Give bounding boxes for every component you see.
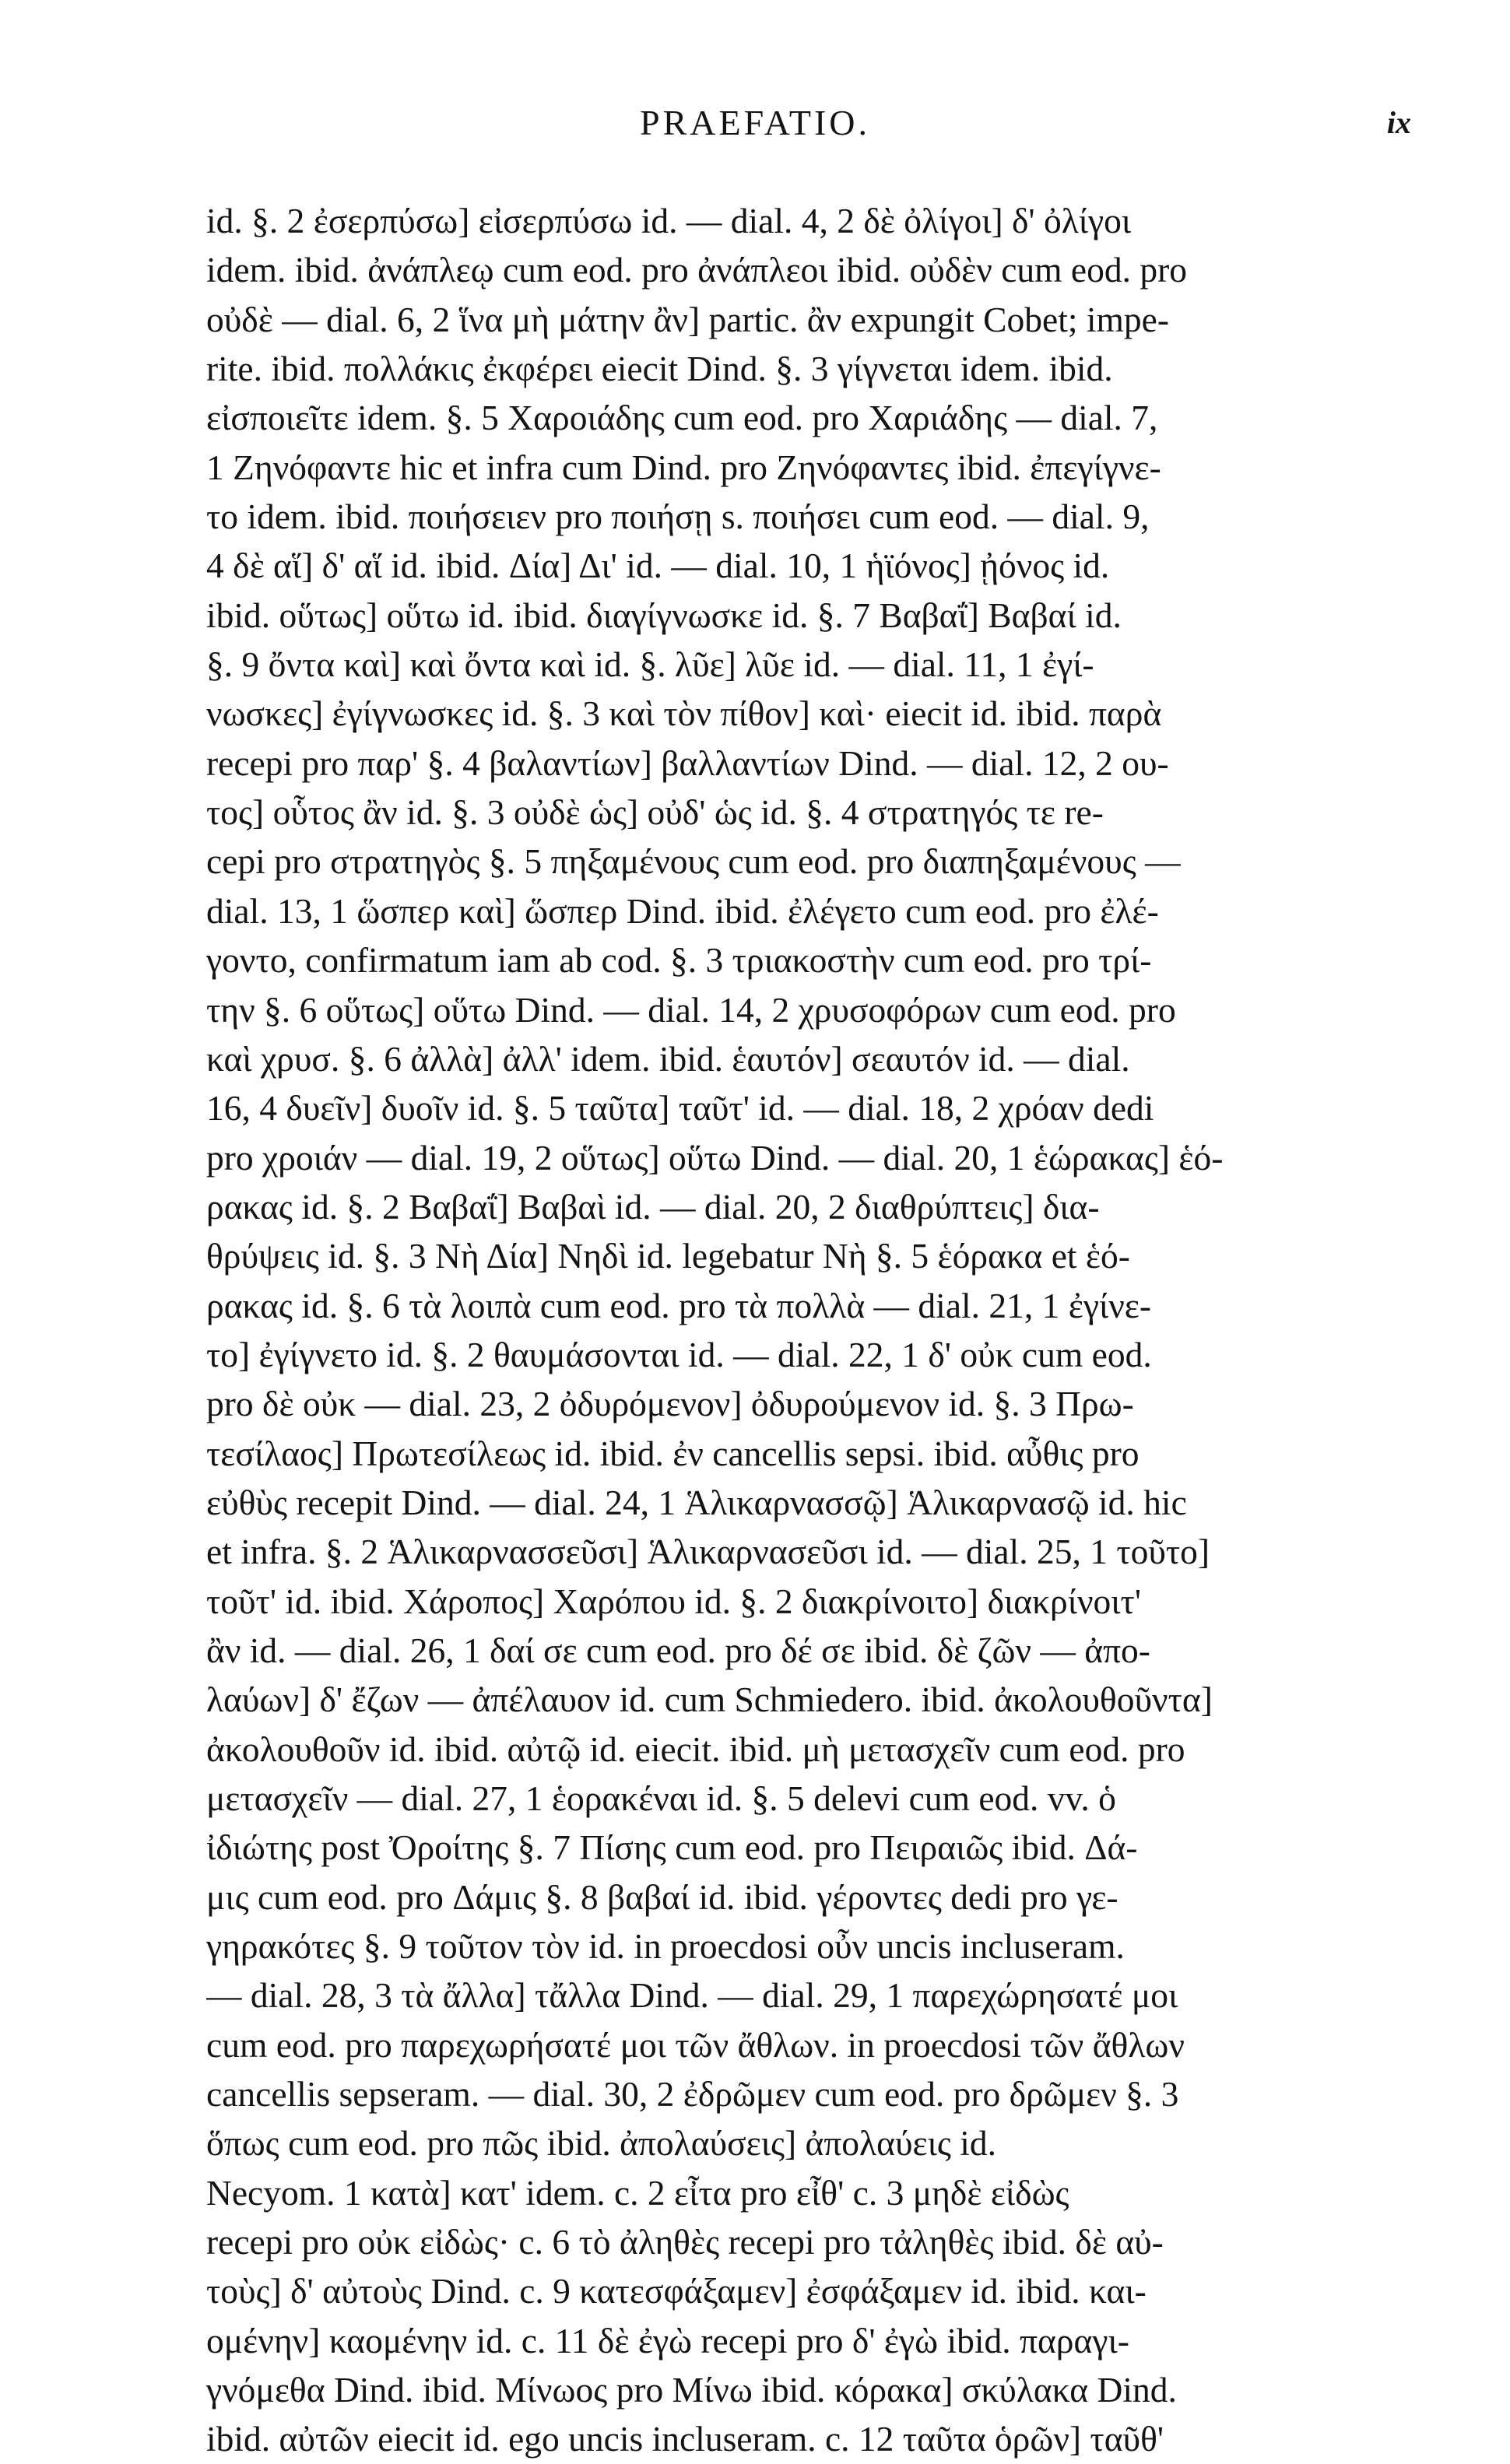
text-line: το idem. ibid. ποιήσειεν pro ποιήσῃ s. ποιήσει cum eod. — dial. 9, xyxy=(206,497,1150,537)
text-line: το] ἐγίγνετο id. §. 2 θαυμάσονται id. — dial. 22, 1 δ' οὐκ cum eod. xyxy=(206,1334,1152,1374)
text-line: τεσίλαος] Πρωτεσίλεως id. ibid. ἐν cancellis sepsi. ibid. αὖθις pro xyxy=(206,1433,1140,1473)
text-line: ἀκολουθοῦν id. ibid. αὐτῷ id. eiecit. ibid. μὴ μετασχεῖν cum eod. pro xyxy=(206,1729,1185,1769)
text-line: γνόμεθα Dind. ibid. Μίνωος pro Μίνω ibid. κόρακα] σκύλακα Dind. xyxy=(206,2370,1177,2410)
text-line: cum eod. pro παρεχωρήσατέ μοι τῶν ἄθλων. in proecdosi τῶν ἄθλων xyxy=(206,2024,1185,2065)
text-line: recepi pro παρ' §. 4 βαλαντίων] βαλλαντίων Dind. — dial. 12, 2 ου- xyxy=(206,742,1169,783)
text-line: ibid. οὕτως] οὕτω id. ibid. διαγίγνωσκε id. §. 7 Βαβαΐ] Βαβαί id. xyxy=(206,595,1122,635)
text-line: τοὺς] δ' αὐτοὺς Dind. c. 9 κατεσφάξαμεν] ἐσφάξαμεν id. ibid. και- xyxy=(206,2271,1147,2311)
text-line: ομένην] καομένην id. c. 11 δὲ ἐγὼ recepi pro δ' ἐγὼ ibid. παραγι- xyxy=(206,2320,1129,2360)
text-line: 4 δὲ αἵ] δ' αἵ id. ibid. Δία] Δι' id. — dial. 10, 1 ἡϊόνος] ᾐόνος id. xyxy=(206,546,1110,586)
text-line: — dial. 28, 3 τὰ ἄλλα] τἄλλα Dind. — dial. 29, 1 παρεχώρησατέ μοι xyxy=(206,1975,1178,2016)
text-line: id. §. 2 ἐσερπύσω] εἰσερπύσω id. — dial. 4, 2 δὲ ὀλίγοι] δ' ὀλίγοι xyxy=(206,201,1132,240)
text-line: εὐθὺς recepit Dind. — dial. 24, 1 Ἁλικαρνασσῷ] Ἁλικαρνασῷ id. hic xyxy=(206,1482,1187,1522)
text-line: οὐδὲ — dial. 6, 2 ἵνα μὴ μάτην ἂν] partic. ἂν expungit Cobet; impe- xyxy=(206,299,1170,339)
text-line: dial. 13, 1 ὥσπερ καὶ] ὥσπερ Dind. ibid. ἐλέγετο cum eod. pro ἐλέ- xyxy=(206,890,1159,931)
text-line: ρακας id. §. 6 τὰ λοιπὰ cum eod. pro τὰ πολλὰ — dial. 21, 1 ἐγίνε- xyxy=(206,1285,1152,1325)
text-line: pro δὲ οὐκ — dial. 23, 2 ὀδυρόμενον] ὀδυρούμενον id. §. 3 Πρω- xyxy=(206,1384,1134,1424)
text-line: §. 9 ὄντα καὶ] καὶ ὄντα καὶ id. §. λῦε] λῦε id. — dial. 11, 1 ἐγί- xyxy=(206,644,1094,685)
text-line: λαύων] δ' ἔζων — ἀπέλαυον id. cum Schmiedero. ibid. ἀκολουθοῦντα] xyxy=(206,1680,1213,1720)
text-line: cepi pro στρατηγὸς §. 5 πηξαμένους cum eod. pro διαπηξαμένους — xyxy=(206,841,1181,882)
text-line: μετασχεῖν — dial. 27, 1 ἑορακέναι id. §. 5 delevi cum eod. vv. ὁ xyxy=(206,1778,1116,1818)
text-line: et infra. §. 2 Ἁλικαρνασσεῦσι] Ἁλικαρνασεῦσι id. — dial. 25, 1 τοῦτο] xyxy=(206,1532,1210,1572)
text-line: την §. 6 οὕτως] οὕτω Dind. — dial. 14, 2 χρυσοφόρων cum eod. pro xyxy=(206,989,1176,1030)
text-line: καὶ χρυσ. §. 6 ἀλλὰ] ἀλλ' idem. ibid. ἑαυτόν] σεαυτόν id. — dial. xyxy=(206,1038,1130,1079)
text-line: 1 Ζηνόφαντε hic et infra cum Dind. pro Ζηνόφαντες ibid. ἐπεγίγνε- xyxy=(206,447,1161,487)
text-line: μις cum eod. pro Δάμις §. 8 βαβαί id. ibid. γέροντες dedi pro γε- xyxy=(206,1876,1118,1917)
text-line: 16, 4 δυεῖν] δυοῖν id. §. 5 ταῦτα] ταῦτ' id. — dial. 18, 2 χρόαν dedi xyxy=(206,1088,1154,1128)
text-line: cancellis sepseram. — dial. 30, 2 ἐδρῶμεν cum eod. pro δρῶμεν §. 3 xyxy=(206,2074,1179,2115)
text-line: εἰσποιεῖτε idem. §. 5 Χαροιάδης cum eod. pro Χαριάδης — dial. 7, xyxy=(206,398,1158,438)
text-line: idem. ibid. ἀνάπλεῳ cum eod. pro ἀνάπλεοι ibid. οὐδὲν cum eod. pro xyxy=(206,250,1188,290)
text-line: νωσκες] ἐγίγνωσκες id. §. 3 καὶ τὸν πίθον] καὶ· eiecit id. ibid. παρὰ xyxy=(206,693,1162,734)
text-line: ἰδιώτης post Ὀροίτης §. 7 Πίσης cum eod. pro Πειραιῶς ibid. Δά- xyxy=(206,1827,1138,1868)
text-line: τοῦτ' id. ibid. Χάροπος] Χαρόπου id. §. 2 διακρίνοιτο] διακρίνοιτ' xyxy=(206,1581,1142,1621)
text-line: pro χροιάν — dial. 19, 2 οὕτως] οὕτω Dind. — dial. 20, 1 ἑώρακας] ἑό- xyxy=(206,1137,1224,1178)
text-line: θρύψεις id. §. 3 Νὴ Δία] Νηδὶ id. legebatur Νὴ §. 5 ἑόρακα et ἑό- xyxy=(206,1236,1130,1276)
text-line: γοντο, confirmatum iam ab cod. §. 3 τριακοστὴν cum eod. pro τρί- xyxy=(206,940,1152,981)
running-head xyxy=(0,100,1510,146)
text-line: τος] οὗτος ἂν id. §. 3 οὐδὲ ὡς] οὐδ' ὡς id. §. 4 στρατηγός τε re- xyxy=(206,792,1104,833)
text-line: ibid. αὐτῶν eiecit id. ego uncis incluseram. c. 12 ταῦτα ὁρῶν] ταῦθ' xyxy=(206,2419,1164,2459)
text-line: ρακας id. §. 2 Βαβαΐ] Βαβαὶ id. — dial. 20, 2 διαθρύπτεις] δια- xyxy=(206,1186,1100,1227)
text-line: γηρακότες §. 9 τοῦτον τὸν id. in proecdosi οὖν uncis incluseram. xyxy=(206,1926,1125,1967)
text-line: ἂν id. — dial. 26, 1 δαί σε cum eod. pro δέ σε ibid. δὲ ζῶν — ἀπο- xyxy=(206,1630,1150,1670)
text-line: rite. ibid. πολλάκις ἐκφέρει eiecit Dind. §. 3 γίγνεται idem. ibid. xyxy=(206,349,1113,389)
page-number: ix xyxy=(1386,105,1411,140)
critical-notes xyxy=(206,196,1510,2464)
text-line: recepi pro οὐκ εἰδὼς· c. 6 τὸ ἀληθὲς recepi pro τἀληθὲς ibid. δὲ αὐ- xyxy=(206,2222,1164,2262)
text-line: Necyom. 1 κατὰ] κατ' idem. c. 2 εἶτα pro εἶθ' c. 3 μηδὲ εἰδὼς xyxy=(206,2172,1069,2213)
page-title: PRAEFATIO. xyxy=(639,103,870,142)
text-line: ὅπως cum eod. pro πῶς ibid. ἀπολαύσεις] ἀπολαύεις id. xyxy=(206,2123,996,2164)
